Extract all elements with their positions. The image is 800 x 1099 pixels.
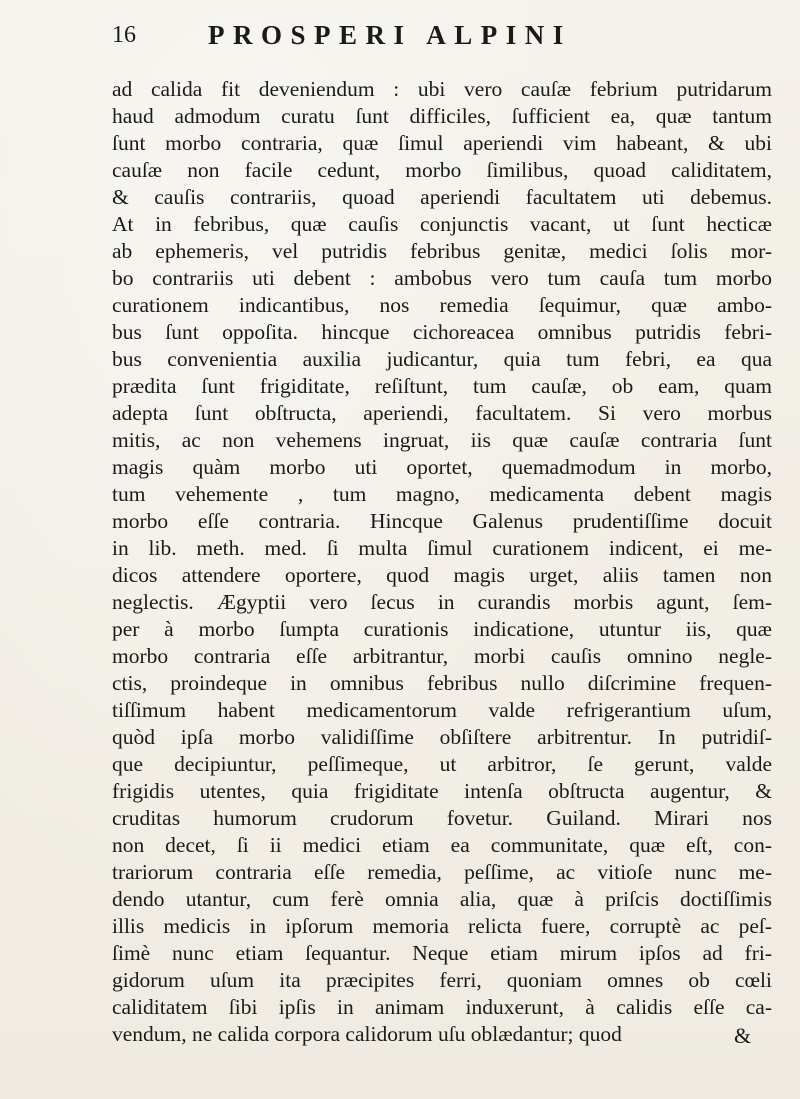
text-line: in lib. meth. med. ſi multa ſimul curationem indicent, ei me- [112,536,772,560]
text-line: tiſſimum habent medicamentorum valde refrigerantium uſum, [112,698,772,722]
text-line: caliditatem ſibi ipſis in animam induxerunt, à calidis eſſe ca- [112,995,772,1019]
text-line: bus convenientia auxilia judicantur, quia tum febri, ea qua [112,347,772,371]
text-line: ſunt morbo contraria, quæ ſimul aperiendi vim habeant, & ubi [112,131,772,155]
text-line: haud admodum curatu ſunt difficiles, ſufficient ea, quæ tantum [112,104,772,128]
text-line: cauſæ non facile cedunt, morbo ſimilibus, quoad caliditatem, [112,158,772,182]
text-line: bo contrariis uti debent : ambobus vero tum cauſa tum morbo [112,266,772,290]
text-line: neglectis. Ægyptii vero ſecus in curandis morbis agunt, ſem- [112,590,772,614]
text-line: prædita ſunt frigiditate, reſiſtunt, tum cauſæ, ob eam, quam [112,374,772,398]
text-line: dendo utantur, cum ferè omnia alia, quæ à priſcis doctiſſimis [112,887,772,911]
text-line: que decipiuntur, peſſimeque, ut arbitror, ſe gerunt, valde [112,752,772,776]
page-number: 16 [112,22,136,48]
text-line: gidorum uſum ita præcipites ferri, quoniam omnes ob cœli [112,968,772,992]
text-line: ctis, proindeque in omnibus febribus nullo diſcrimine frequen- [112,671,772,695]
text-line: cruditas humorum crudorum fovetur. Guiland. Mirari nos [112,806,772,830]
text-line: non decet, ſi ii medici etiam ea communitate, quæ eſt, con- [112,833,772,857]
text-line: dicos attendere oportere, quod magis urget, aliis tamen non [112,563,772,587]
text-line: quòd ipſa morbo validiſſime obſiſtere arbitrentur. In putridiſ- [112,725,772,749]
text-line: morbo contraria eſſe arbitrantur, morbi cauſis omnino negle- [112,644,772,668]
catchword: & [734,1023,752,1048]
text-line: bus ſunt oppoſita. hincque cichoreacea omnibus putridis febri- [112,320,772,344]
text-line: ſimè nunc etiam ſequantur. Neque etiam mirum ipſos ad fri- [112,941,772,965]
text-line: magis quàm morbo uti oportet, quemadmodum in morbo, [112,455,772,479]
body-text [112,76,772,1048]
text-line: morbo eſſe contraria. Hincque Galenus prudentiſſime docuit [112,509,772,533]
text-line: tum vehemente , tum magno, medicamenta debent magis [112,482,772,506]
text-line: trariorum contraria eſſe remedia, peſſime, ac vitioſe nunc me- [112,860,772,884]
text-line: mitis, ac non vehemens ingruat, iis quæ cauſæ contraria ſunt [112,428,772,452]
text-line: curationem indicantibus, nos remedia ſequimur, quæ ambo- [112,293,772,317]
page-header [112,20,760,60]
text-line: vendum, ne calida corpora calidorum uſu oblædantur; quod [112,1022,622,1046]
running-title: PROSPERI ALPINI [208,20,572,50]
text-line: & cauſis contrariis, quoad aperiendi facultatem uti debemus. [112,185,772,209]
text-line: frigidis utentes, quia frigiditate intenſa obſtructa augentur, & [112,779,772,803]
text-line: adepta ſunt obſtructa, aperiendi, facultatem. Si vero morbus [112,401,772,425]
text-line: per à morbo ſumpta curationis indicatione, utuntur iis, quæ [112,617,772,641]
text-line: illis medicis in ipſorum memoria relicta fuere, corruptè ac peſ- [112,914,772,938]
text-line: ab ephemeris, vel putridis febribus genitæ, medici ſolis mor- [112,239,772,263]
text-line: At in febribus, quæ cauſis conjunctis vacant, ut ſunt hecticæ [112,212,772,236]
text-line: ad calida fit deveniendum : ubi vero cauſæ febrium putridarum [112,77,772,101]
